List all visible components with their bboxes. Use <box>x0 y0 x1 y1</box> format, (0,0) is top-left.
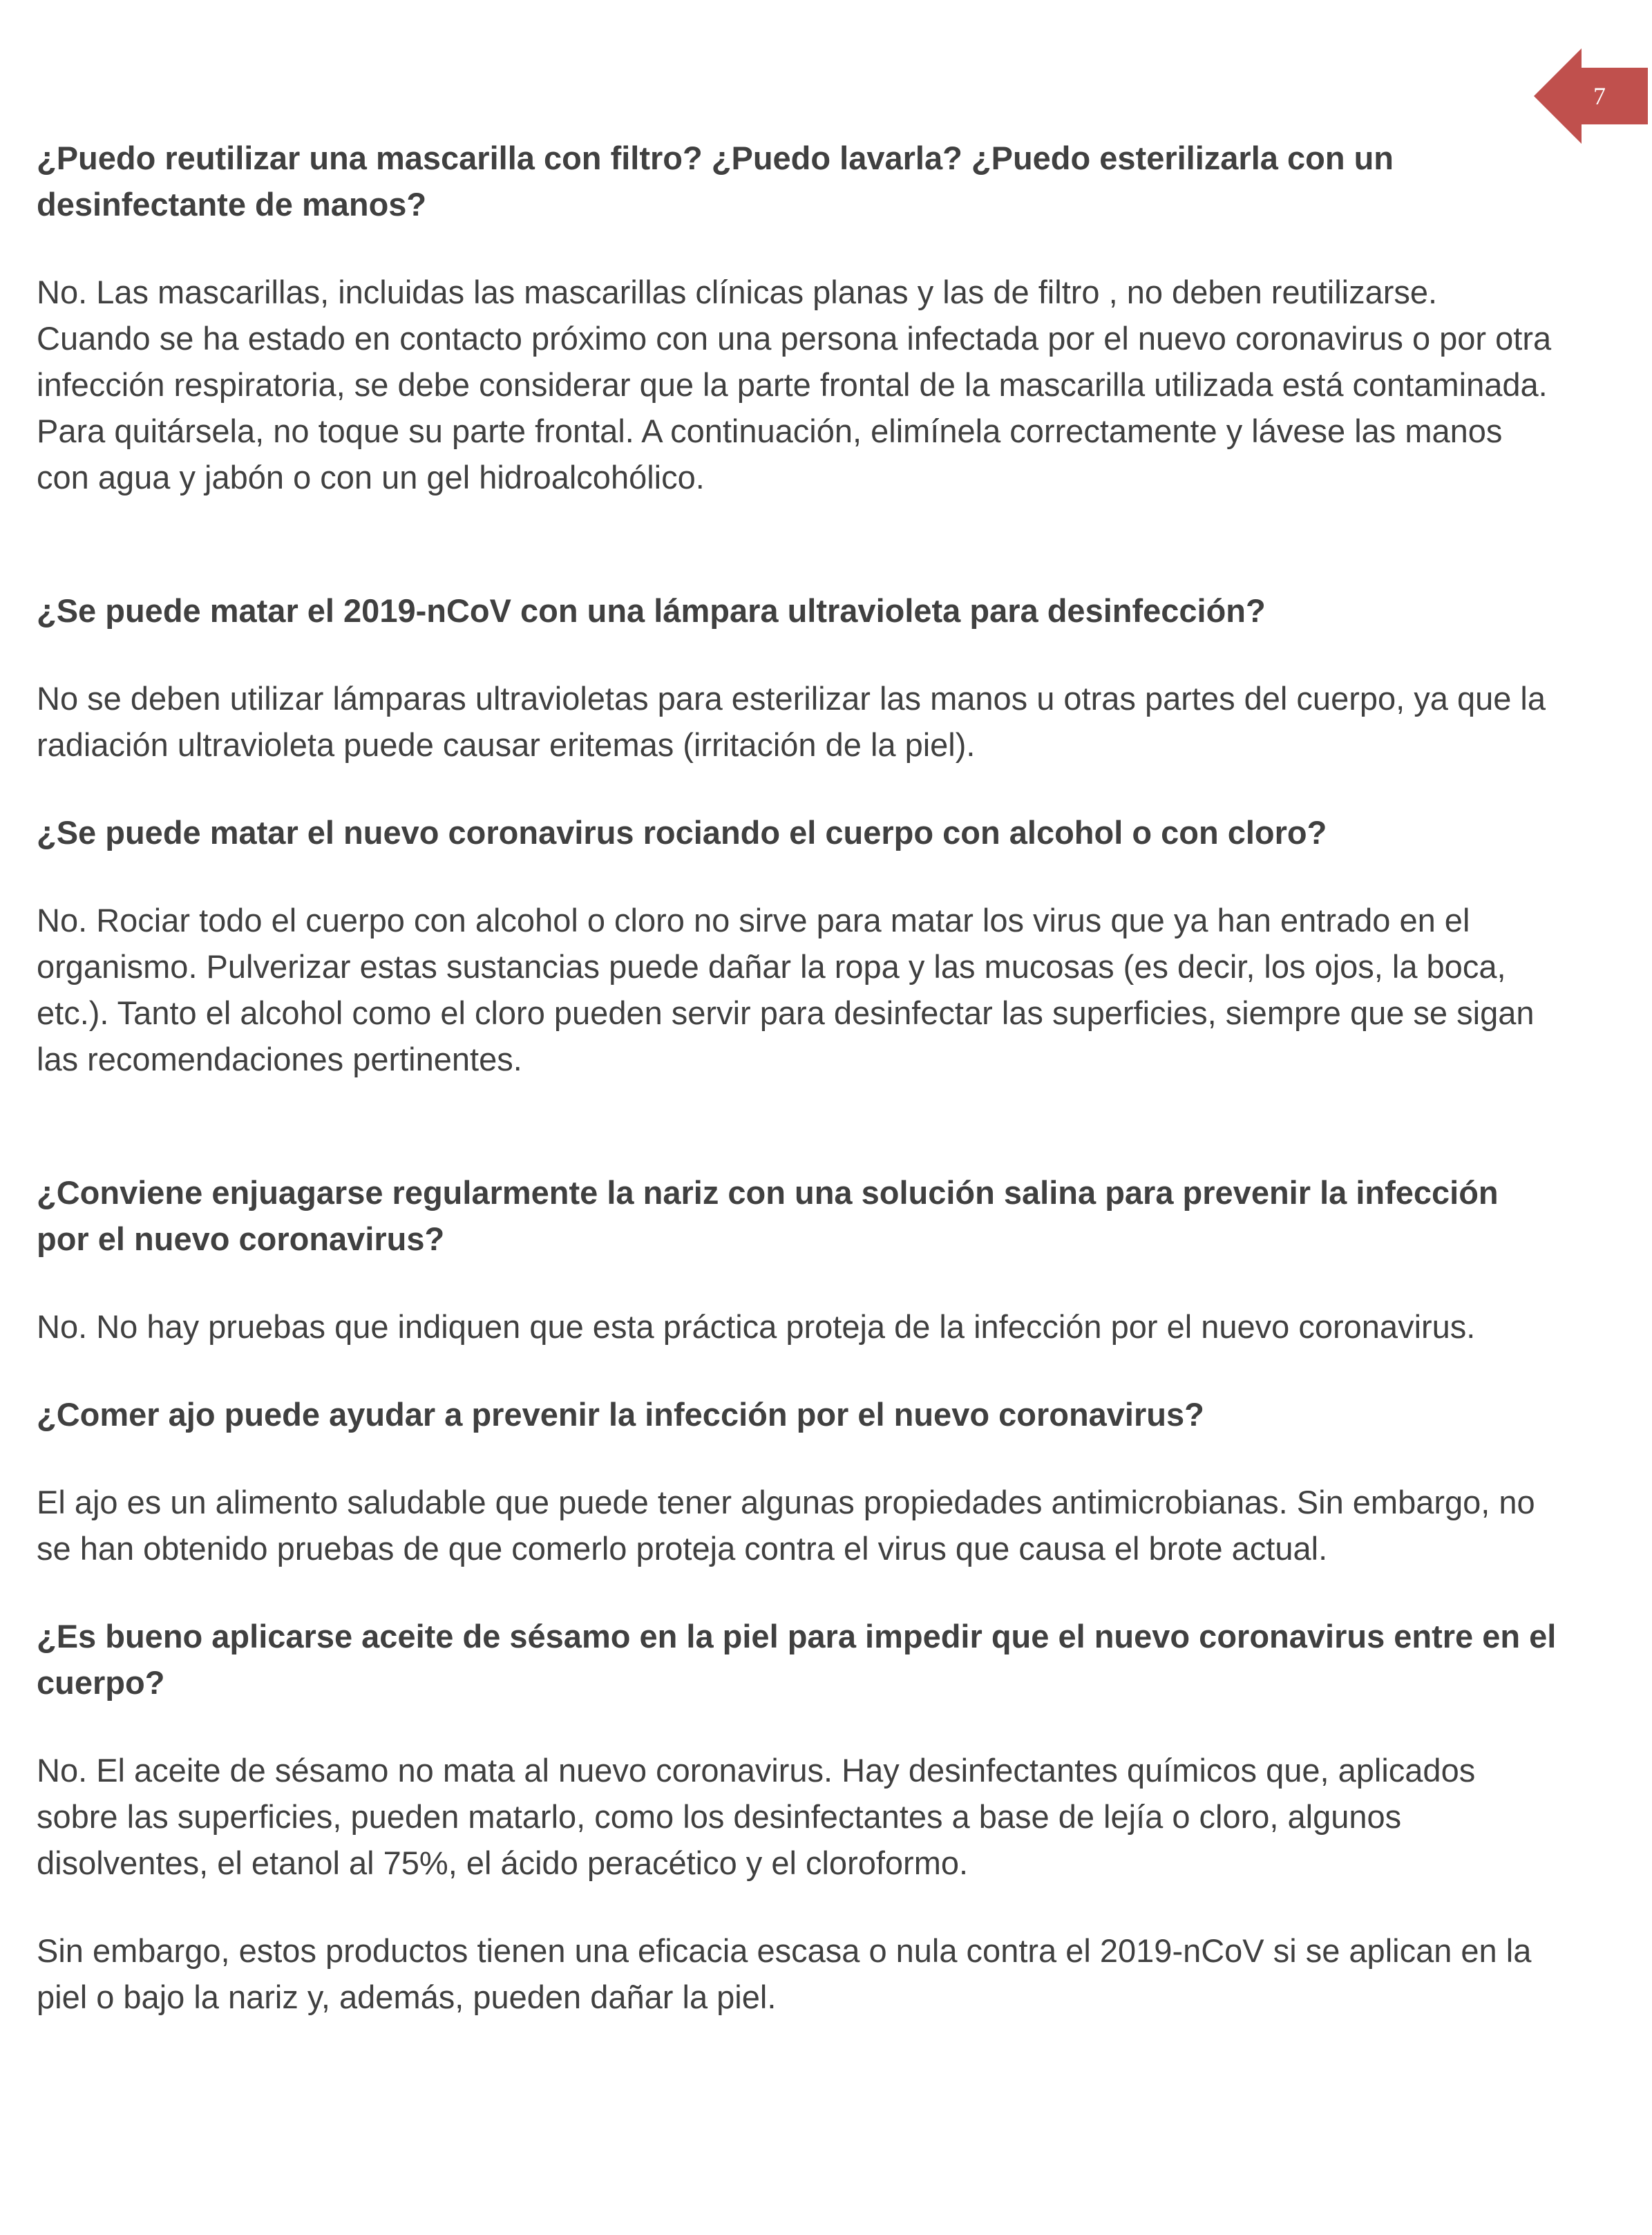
question-heading: ¿Se puede matar el 2019-nCoV con una lámpara ultravioleta para desinfección? <box>37 592 1266 629</box>
question-heading: ¿Conviene enjuagarse regularmente la nariz con una solución salina para prevenir la infección por el nuevo coronavirus? <box>37 1174 1499 1257</box>
document-body <box>37 135 1557 2020</box>
answer-paragraph: No. El aceite de sésamo no mata al nuevo coronavirus. Hay desinfectantes químicos que, aplicados sobre las superficies, pueden matarlo, como los desinfectantes a base de lejía o cloro, algunos disolventes, el etanol al 75%, el ácido peracético y el cloroformo. <box>37 1752 1476 1881</box>
answer-paragraph: Sin embargo, estos productos tienen una eficacia escasa o nula contra el 2019-nCoV si se aplican en la piel o bajo la nariz y, además, pueden dañar la piel. <box>37 1932 1532 2015</box>
question-heading: ¿Es bueno aplicarse aceite de sésamo en la piel para impedir que el nuevo coronavirus entre en el cuerpo? <box>37 1618 1557 1701</box>
question-heading: ¿Comer ajo puede ayudar a prevenir la infección por el nuevo coronavirus? <box>37 1396 1204 1433</box>
answer-paragraph: No. Rociar todo el cuerpo con alcohol o cloro no sirve para matar los virus que ya han entrado en el organismo. Pulverizar estas sustancias puede dañar la ropa y las mucosas (es decir, los ojos, la boca, etc.). Tanto el alcohol como el cloro pueden servir para desinfectar las superficies, siempre que se sigan las recomendaciones pertinentes. <box>37 902 1535 1077</box>
page-number: 7 <box>1593 82 1606 110</box>
question-heading: ¿Se puede matar el nuevo coronavirus rociando el cuerpo con alcohol o con cloro? <box>37 814 1327 851</box>
answer-paragraph: No se deben utilizar lámparas ultravioletas para esterilizar las manos u otras partes del cuerpo, ya que la radiación ultravioleta puede causar eritemas (irritación de la piel). <box>37 680 1546 763</box>
answer-paragraph: No. Las mascarillas, incluidas las mascarillas clínicas planas y las de filtro , no deben reutilizarse. Cuando se ha estado en contacto próximo con una persona infectada por el nuevo coronavirus o por otra infección respiratoria, se debe considerar que la parte frontal de la mascarilla utilizada está contaminada. Para quitársela, no toque su parte frontal. A continuación, elimínela correctamente y lávese las manos con agua y jabón o con un gel hidroalcohólico. <box>37 274 1552 496</box>
page-number-badge <box>1534 48 1648 144</box>
answer-paragraph: El ajo es un alimento saludable que puede tener algunas propiedades antimicrobianas. Sin embargo, no se han obtenido pruebas de que comerlo proteja contra el virus que causa el brote actual. <box>37 1484 1535 1567</box>
question-heading: ¿Puedo reutilizar una mascarilla con filtro? ¿Puedo lavarla? ¿Puedo esterilizarla con un desinfectante de manos? <box>37 140 1394 223</box>
answer-paragraph: No. No hay pruebas que indiquen que esta práctica proteja de la infección por el nuevo coronavirus. <box>37 1308 1476 1345</box>
